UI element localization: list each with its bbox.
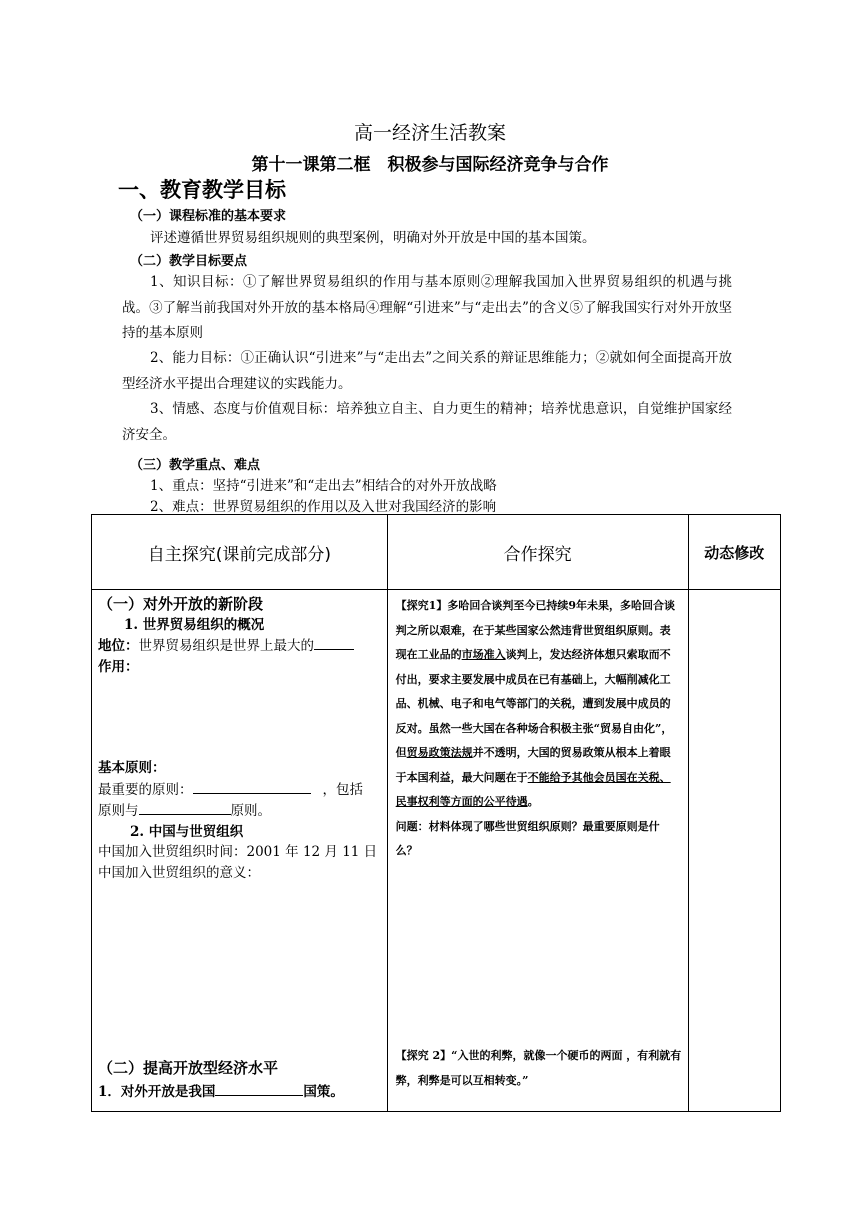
- inquiry-1: [396, 594, 682, 815]
- difficult-point: 2、难点：世界贸易组织的作用以及入世对我国经济的影响: [150, 499, 497, 515]
- principle-line-2-b: 原则。: [230, 803, 271, 819]
- subheading-key-difficult: （三）教学重点、难点: [130, 458, 261, 473]
- subheading-goal-points: （二）教学目标要点: [130, 254, 248, 269]
- subheading-curriculum-standard: （一）课程标准的基本要求: [130, 209, 287, 224]
- col-header-cooperative: 合作探究: [387, 515, 688, 590]
- principle-line-1: [98, 779, 382, 801]
- wto-status-line: [98, 635, 382, 657]
- wto-overview-heading: 1. 世界贸易组织的概况: [124, 616, 265, 633]
- china-wto-heading: 2. 中国与世贸组织: [130, 823, 244, 840]
- cooperative-cell: [387, 590, 688, 1112]
- role-label: 作用：: [98, 658, 139, 675]
- key-point: 1、重点：坚持“引进来”和“走出去”相结合的对外开放战略: [150, 478, 497, 494]
- inquiry-1-text-1: 多哈回合谈判至今已持续9年未果，多哈回合谈判之所以艰难，在于某些国家公然违背世贸组织原则。表现在工业品的: [395, 599, 675, 661]
- role-answer-space[interactable]: [98, 677, 382, 758]
- inquiry-1-text-2: 谈判上，发达经济体想只索取而不付出，要求主要发展中成员在已有基础上，大幅削减化工品、机械、电子和电气等部门的关税，遭到发展中成员的反对。虽然一些大国在各种场合积极主张“贸易自由化”，但: [395, 648, 673, 759]
- inquiry-1-label: 【探究1】: [395, 599, 448, 612]
- principle-line-2: [98, 800, 382, 822]
- goal-ability: 2、能力目标：①正确认识“引进来”与“走出去”之间关系的辩证思维能力；②就如何全面提高开放型经济水平提出合理建议的实践能力。: [122, 350, 732, 392]
- section-heading-goals: 一、教育教学目标: [118, 178, 286, 202]
- inquiry-2-label: 【探究 2】: [395, 1049, 452, 1062]
- open-policy-blank[interactable]: [215, 1081, 303, 1096]
- principle-line-2-a: 原则与: [98, 803, 139, 819]
- join-meaning: 中国加入世贸组织的意义：: [98, 864, 260, 881]
- principle-label: 基本原则：: [98, 760, 166, 776]
- principle-blank-1[interactable]: [193, 779, 311, 794]
- inquiry-1-underline-3: 不能给予其他会员国在关税、民事权利等方面的公平待遇: [395, 770, 671, 808]
- lesson-subtitle: 第十一课第二框 积极参与国际经济竞争与合作: [251, 155, 609, 175]
- status-text: 世界贸易组织是世界上最大的: [138, 638, 314, 654]
- inquiry-1-underline-1: 市场准入: [461, 648, 506, 661]
- inquiry-2: [396, 1044, 682, 1093]
- inquiry-1-text-3: 并不透明，大国的贸易政策从根本上着眼于本国利益，最大问题在于: [395, 746, 671, 784]
- join-time: 中国加入世贸组织时间：2001 年 12 月 11 日: [98, 844, 378, 860]
- goal-emotion: 3、情感、态度与价值观目标：培养独立自主、自力更生的精神；培养忧患意识，自觉维护国家经济安全。: [122, 401, 732, 443]
- curriculum-standard-text: 评述遵循世界贸易组织规则的典型案例，明确对外开放是中国的基本国策。: [150, 230, 596, 246]
- open-policy-end: 国策。: [303, 1084, 344, 1100]
- inquiry-1-underline-2: 贸易政策法规: [406, 746, 473, 759]
- table-header-row: [92, 515, 781, 590]
- self-study-cell: [92, 590, 388, 1112]
- open-policy-text: 1．对外开放是我国: [98, 1084, 216, 1100]
- col-header-revision: 动态修改: [688, 515, 780, 590]
- inquiry-1-text-4: 。: [527, 795, 539, 808]
- inquiry-1-question: 问题：材料体现了哪些世贸组织原则？最重要原则是什么？: [395, 819, 660, 857]
- principle-line-1-text: 最重要的原则：: [98, 781, 193, 798]
- page-title: 高一经济生活教案: [353, 122, 506, 144]
- open-policy-line: [98, 1081, 344, 1103]
- status-label: 地位：: [98, 638, 139, 654]
- section-open-economy: （二）提高开放型经济水平: [98, 1059, 279, 1077]
- col-header-self-study: 自主探究(课前完成部分): [92, 515, 388, 590]
- table-row: [92, 590, 781, 1112]
- revision-cell[interactable]: [688, 590, 780, 1112]
- lesson-table: [91, 514, 781, 1112]
- status-blank[interactable]: [314, 635, 354, 650]
- inquiry-2-text: “入世的利弊，就像一个硬币的两面 ，有利就有弊，利弊是可以互相转变。”: [395, 1049, 682, 1087]
- principle-line-1-end: ，包括: [322, 781, 363, 798]
- goal-knowledge: 1、知识目标：①了解世界贸易组织的作用与基本原则②理解我国加入世界贸易组织的机遇与挑战。③了解当前我国对外开放的基本格局④理解“引进来”与“走出去”的含义⑤了解我国实行对外开放坚持的基本原则: [122, 274, 732, 341]
- principle-blank-2[interactable]: [139, 800, 231, 815]
- section-new-stage: （一）对外开放的新阶段: [98, 595, 264, 613]
